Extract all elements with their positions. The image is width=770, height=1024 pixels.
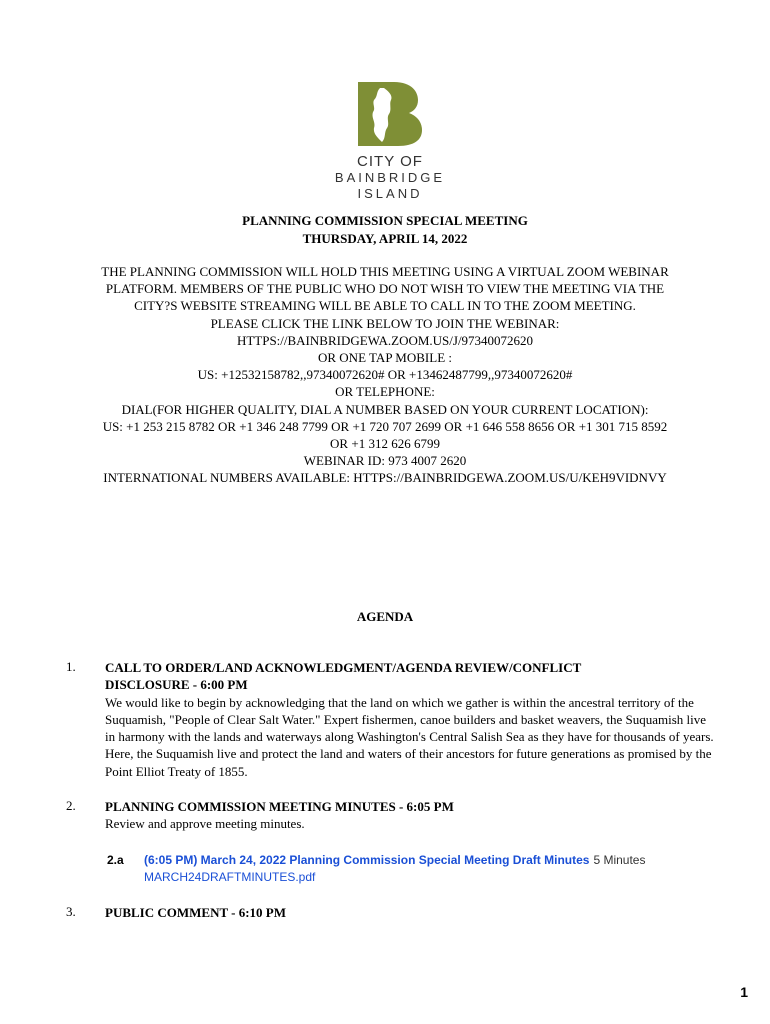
notice-line: THE PLANNING COMMISSION WILL HOLD THIS MEETING USING A VIRTUAL ZOOM WEBINAR (101, 264, 669, 279)
notice-line: DIAL(FOR HIGHER QUALITY, DIAL A NUMBER BASED ON YOUR CURRENT LOCATION): (121, 401, 649, 417)
item-heading: PUBLIC COMMENT - 6:10 PM (105, 905, 287, 920)
land-acknowledgment-text: We would like to begin by acknowledging that the land on which we gather is within the ancestral territory of the Suquamish, "People of Clear Salt Water." Expert fishermen, canoe builders and basket weavers, the Suquamish live in harmony with the lands and waterways along Washington's Central Salish Sea as they have for thousands of years. Here, the Suquamish live and protect the land and waters of their ancestors for future generations as promised by the Point Elliot Treaty of 1855. (105, 694, 714, 779)
meeting-title: PLANNING COMMISSION SPECIAL MEETING (242, 213, 528, 228)
item-description: Review and approve meeting minutes. (105, 816, 305, 832)
page-number: 1 (740, 984, 748, 1000)
notice-line: US: +12532158782,,97340072620# OR +13462487799,,97340072620# (197, 367, 573, 383)
notice-line: US: +1 253 215 8782 OR +1 346 248 7799 OR +1 720 707 2699 OR +1 646 558 8656 OR +1 301 715 8592 (102, 418, 668, 434)
notice-line: OR TELEPHONE: (335, 384, 435, 400)
item-number: 3. (66, 904, 76, 919)
notice-line: OR +1 312 626 6799 (330, 436, 440, 452)
item-heading: DISCLOSURE - 6:00 PM (105, 677, 248, 693)
subitem-duration: 5 Minutes (593, 853, 646, 867)
logo-line-city-of: CITY OF (357, 153, 423, 170)
notice-line: WEBINAR ID: 973 4007 2620 (303, 453, 467, 469)
minutes-link[interactable]: (6:05 PM) March 24, 2022 Planning Commission Special Meeting Draft Minutes (144, 853, 590, 867)
item-heading: PLANNING COMMISSION MEETING MINUTES - 6:05 PM (105, 799, 454, 814)
item-number: 2. (66, 798, 76, 813)
international-numbers-link[interactable]: INTERNATIONAL NUMBERS AVAILABLE: HTTPS://BAINBRIDGEWA.ZOOM.US/U/KEH9VIDNVY (103, 470, 667, 486)
zoom-link[interactable]: HTTPS://BAINBRIDGEWA.ZOOM.US/J/97340072620 (236, 332, 534, 348)
logo-line-bainbridge-island: BAINBRIDGE ISLAND (334, 170, 446, 201)
item-number: 1. (66, 659, 76, 674)
city-logo (300, 80, 480, 202)
attachment-link[interactable]: MARCH24DRAFTMINUTES.pdf (144, 870, 316, 884)
subitem-id: 2.a (107, 853, 124, 867)
notice-line: PLEASE CLICK THE LINK BELOW TO JOIN THE WEBINAR: (210, 315, 560, 331)
item-heading: CALL TO ORDER/LAND ACKNOWLEDGMENT/AGENDA REVIEW/CONFLICT (105, 660, 582, 675)
zoom-notice (0, 263, 770, 487)
notice-line: OR ONE TAP MOBILE : (317, 350, 453, 366)
meeting-date: THURSDAY, APRIL 14, 2022 (302, 231, 468, 246)
bainbridge-b-logo-icon (356, 80, 424, 148)
notice-line: PLATFORM. MEMBERS OF THE PUBLIC WHO DO NOT WISH TO VIEW THE MEETING VIA THE (105, 281, 665, 297)
notice-line: CITY?S WEBSITE STREAMING WILL BE ABLE TO CALL IN TO THE ZOOM MEETING. (134, 298, 636, 314)
agenda-heading: AGENDA (356, 609, 414, 624)
